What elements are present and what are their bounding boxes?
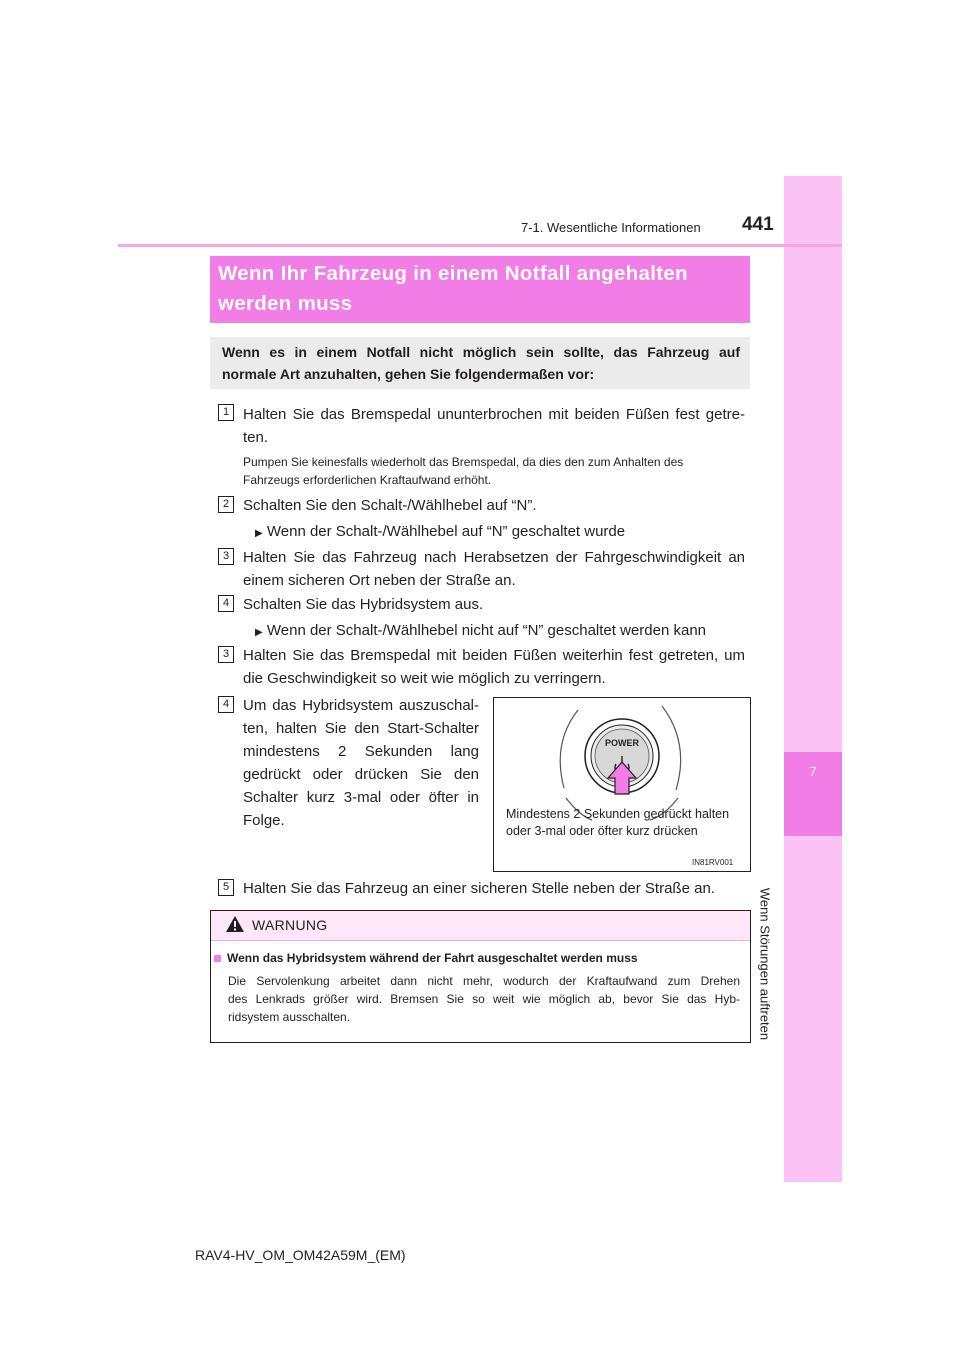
- warning-subtitle: Wenn das Hybridsystem während der Fahrt ausgeschaltet werden muss: [227, 951, 638, 965]
- intro-line1: Wenn es in einem Notfall nicht möglich sein sollte, das Fahrzeug auf: [222, 344, 740, 360]
- step-3a-line1: Halten Sie das Fahrzeug nach Herabsetzen der Fahrgeschwindigkeit an: [243, 549, 745, 566]
- step-4b-line: mindestens 2 Sekunden lang: [243, 743, 479, 760]
- warning-line: ridsystem ausschalten.: [228, 1010, 351, 1024]
- figure-id: IN81RV001: [692, 858, 734, 867]
- step-4b-line: Schalter kurz 3-mal oder öfter in: [243, 789, 479, 806]
- step-badge: 3: [218, 646, 234, 663]
- warning-triangle-icon: [225, 915, 245, 933]
- step-4b-text: [243, 694, 479, 832]
- step-3b-line1: Halten Sie das Bremspedal mit beiden Füßen weiterhin fest getreten, um: [243, 647, 745, 664]
- step-1-note-line2: Fahrzeugs erforderlichen Kraftaufwand erhöht.: [243, 473, 492, 487]
- warning-title: WARNUNG: [252, 917, 328, 933]
- chapter-side-strip: [784, 176, 842, 1182]
- step-3b-line2: die Geschwindigkeit so weit wie möglich zu verringern.: [243, 670, 606, 687]
- power-switch-figure: [493, 697, 751, 872]
- step-4b-line: gedrückt oder drücken Sie den: [243, 766, 479, 783]
- triangle-bullet-icon: ▶: [255, 528, 263, 539]
- step-4b-line: ten, halten Sie den Start-Schalter: [243, 720, 479, 737]
- figure-caption-line2: oder 3-mal oder öfter kurz drücken: [506, 824, 698, 838]
- warning-line: des Lenkrads größer wird. Bremsen Sie so weit wie möglich ab, bevor Sie das Hyb-: [228, 992, 740, 1006]
- step-badge: 5: [218, 879, 234, 896]
- page-title-line1: Wenn Ihr Fahrzeug in einem Notfall angehalten: [218, 262, 688, 285]
- case-b-text: Wenn der Schalt-/Wählhebel nicht auf “N” geschaltet werden kann: [266, 622, 706, 639]
- step-4b-line: Um das Hybridsystem auszuschal-: [243, 697, 479, 714]
- step-2-text: Schalten Sie den Schalt-/Wählhebel auf “N”.: [243, 497, 537, 514]
- intro-line2: normale Art anzuhalten, gehen Sie folgendermaßen vor:: [222, 366, 595, 382]
- warning-line: Die Servolenkung arbeitet dann nicht mehr, wodurch der Kraftaufwand zum Drehen: [228, 974, 740, 988]
- power-button-label: POWER: [604, 738, 639, 748]
- triangle-bullet-icon: ▶: [255, 627, 263, 638]
- step-1-line1: Halten Sie das Bremspedal ununterbrochen mit beiden Füßen fest getre-: [243, 406, 745, 423]
- step-1-line2: ten.: [243, 429, 269, 446]
- warning-body: [228, 972, 740, 1026]
- section-header: 7-1. Wesentliche Informationen: [521, 220, 701, 235]
- case-a-heading: [255, 520, 625, 545]
- chapter-label: Wenn Störungen auftreten: [757, 887, 773, 1041]
- step-badge: 1: [218, 404, 234, 421]
- figure-caption-line1: Mindestens 2 Sekunden gedrückt halten: [506, 807, 730, 821]
- warning-bullet-icon: [214, 955, 221, 962]
- chapter-number: 7: [809, 764, 817, 779]
- step-4b-line: Folge.: [243, 812, 285, 829]
- step-badge: 2: [218, 496, 234, 513]
- step-4a-text: Schalten Sie das Hybridsystem aus.: [243, 596, 484, 613]
- step-1-note-line1: Pumpen Sie keinesfalls wiederholt das Bremspedal, da dies den zum Anhalten des: [243, 455, 684, 469]
- header-rule: [118, 244, 842, 247]
- step-badge: 3: [218, 548, 234, 565]
- step-badge: 4: [218, 595, 234, 612]
- power-switch-illustration: [494, 698, 750, 871]
- step-5-text: Halten Sie das Fahrzeug an einer sicheren Stelle neben der Straße an.: [243, 880, 715, 897]
- case-a-text: Wenn der Schalt-/Wählhebel auf “N” geschaltet wurde: [266, 523, 626, 540]
- case-b-heading: [255, 619, 706, 644]
- page-title-line2: werden muss: [218, 292, 353, 315]
- page-title: [218, 259, 748, 319]
- page-number: 441: [742, 214, 774, 235]
- step-3a-line2: einem sicheren Ort neben der Straße an.: [243, 572, 516, 589]
- document-code: RAV4-HV_OM_OM42A59M_(EM): [195, 1247, 406, 1263]
- step-badge: 4: [218, 696, 234, 713]
